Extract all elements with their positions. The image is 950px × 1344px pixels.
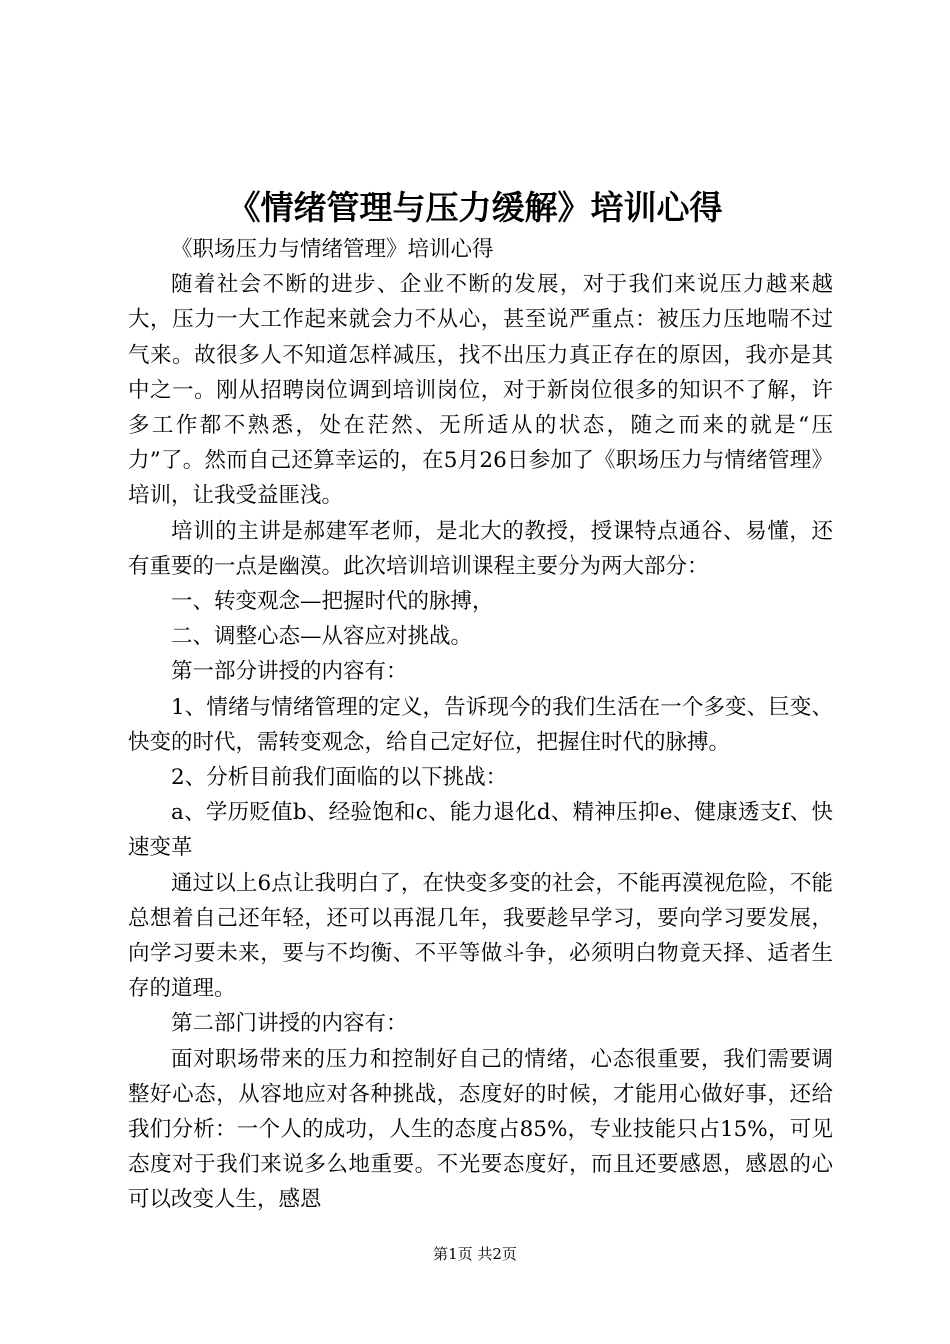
paragraph: 通过以上6点让我明白了，在快变多变的社会，不能再漠视危险，不能总想着自己还年轻，还可以再混几年，我要趁早学习，要向学习要发展，向学习要未来，要与不均衡、不平等做斗争，必须明白物竟天择、适者生存的道理。 xyxy=(128,870,833,1002)
page-footer: 第1页 共2页 xyxy=(433,1245,517,1263)
paragraph: 一、转变观念—把握时代的脉搏， xyxy=(171,589,494,615)
paragraph: 1、情绪与情绪管理的定义，告诉现今的我们生活在一个多变、巨变、快变的时代，需转变观念，给自己定好位，把握住时代的脉搏。 xyxy=(128,694,833,755)
paragraph: 培训的主讲是郝建军老师，是北大的教授，授课特点通谷、易懂，还有重要的一点是幽漠。此次培训培训课程主要分为两大部分： xyxy=(128,518,833,579)
document-title: 《情绪管理与压力缓解》培训心得 xyxy=(227,188,723,227)
paragraph: 2、分析目前我们面临的以下挑战： xyxy=(171,765,508,791)
paragraph: a、学历贬值b、经验饱和c、能力退化d、精神压抑e、健康透支f、快速变革 xyxy=(128,800,833,861)
paragraph: 面对职场带来的压力和控制好自己的情绪，心态很重要，我们需要调整好心态，从容地应对各种挑战，态度好的时候，才能用心做好事，还给我们分析：一个人的成功，人生的态度占85%，专业技能只占15%，可见态度对于我们来说多么地重要。不光要态度好，而且还要感恩，感恩的心可以改变人生，感恩 xyxy=(128,1046,833,1213)
paragraph: 《职场压力与情绪管理》培训心得 xyxy=(171,237,494,262)
paragraph: 第一部分讲授的内容有： xyxy=(171,659,408,685)
paragraph: 第二部门讲授的内容有： xyxy=(171,1011,408,1037)
paragraph: 二、调整心态—从容应对挑战。 xyxy=(171,624,473,650)
document-body xyxy=(128,232,833,1218)
paragraph: 随着社会不断的进步、企业不断的发展，对于我们来说压力越来越大，压力一大工作起来就会力不从心，甚至说严重点：被压力压地喘不过气来。故很多人不知道怎样减压，找不出压力真正存在的原因，我亦是其中之一。刚从招聘岗位调到培训岗位，对于新岗位很多的知识不了解，许多工作都不熟悉，处在茫然、无所适从的状态，随之而来的就是“压力”了。然而自己还算幸运的，在5月26日参加了《职场压力与情绪管理》培训，让我受益匪浅。 xyxy=(128,272,833,509)
